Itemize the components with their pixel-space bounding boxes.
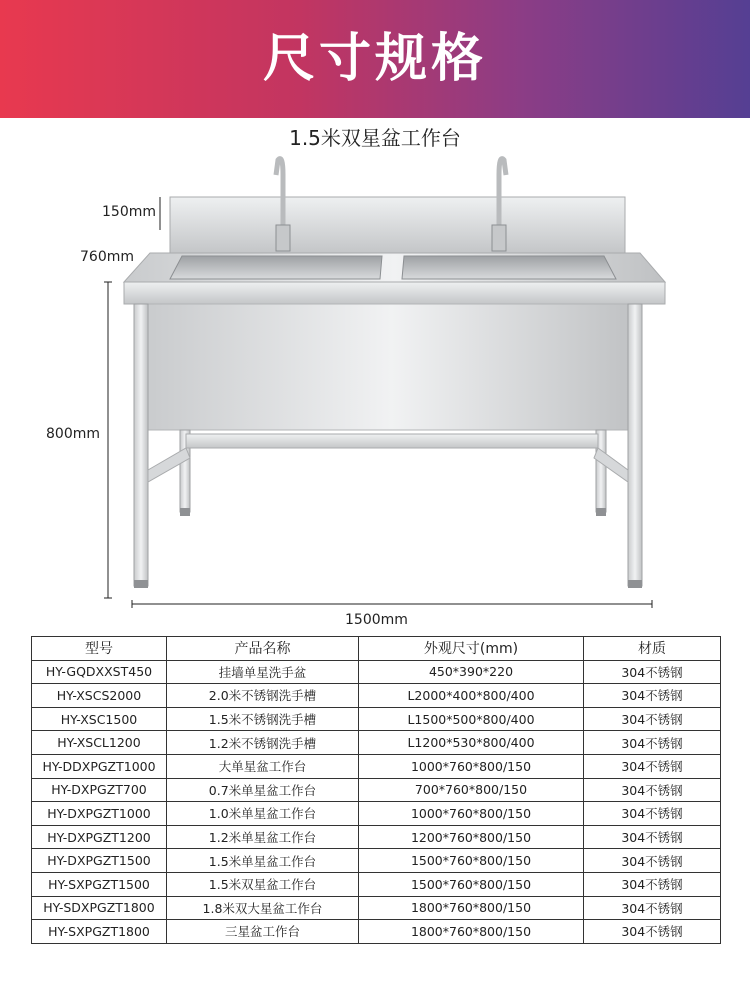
- cell-dimensions: L2000*400*800/400: [359, 684, 584, 708]
- cell-material: 304不锈钢: [584, 778, 721, 802]
- cell-material: 304不锈钢: [584, 920, 721, 944]
- cell-dimensions: 1000*760*800/150: [359, 754, 584, 778]
- header-material: 材质: [584, 637, 721, 661]
- backsplash-height-label: 150mm: [102, 204, 156, 220]
- table-row: [32, 778, 721, 802]
- cell-product-name: 挂墙单星洗手盆: [167, 660, 359, 684]
- table-row: [32, 920, 721, 944]
- foot: [180, 508, 190, 516]
- spec-table: [31, 636, 721, 944]
- cell-model: HY-XSC1500: [32, 707, 167, 731]
- table-row: [32, 731, 721, 755]
- cell-material: 304不锈钢: [584, 684, 721, 708]
- cell-product-name: 0.7米单星盆工作台: [167, 778, 359, 802]
- backsplash: [170, 197, 625, 253]
- cell-dimensions: 1000*760*800/150: [359, 802, 584, 826]
- cell-material: 304不锈钢: [584, 872, 721, 896]
- table-row: [32, 754, 721, 778]
- cell-product-name: 1.8米双大星盆工作台: [167, 896, 359, 920]
- cell-dimensions: 1200*760*800/150: [359, 825, 584, 849]
- cell-material: 304不锈钢: [584, 754, 721, 778]
- front-left-leg: [134, 304, 148, 586]
- cell-dimensions: 450*390*220: [359, 660, 584, 684]
- table-header-row: [32, 637, 721, 661]
- cell-product-name: 1.2米不锈钢洗手槽: [167, 731, 359, 755]
- cell-dimensions: 1500*760*800/150: [359, 849, 584, 873]
- cell-material: 304不锈钢: [584, 849, 721, 873]
- cell-product-name: 三星盆工作台: [167, 920, 359, 944]
- cell-product-name: 大单星盆工作台: [167, 754, 359, 778]
- length-label: 1500mm: [345, 612, 408, 628]
- table-row: [32, 802, 721, 826]
- header-product-name: 产品名称: [167, 637, 359, 661]
- foot: [596, 508, 606, 516]
- cell-material: 304不锈钢: [584, 707, 721, 731]
- header-dimensions: 外观尺寸(mm): [359, 637, 584, 661]
- front-edge: [124, 282, 665, 304]
- right-basin: [402, 256, 616, 279]
- cell-product-name: 1.0米单星盆工作台: [167, 802, 359, 826]
- cell-material: 304不锈钢: [584, 731, 721, 755]
- table-row: [32, 707, 721, 731]
- foot: [134, 580, 148, 588]
- cell-model: HY-DDXPGZT1000: [32, 754, 167, 778]
- cell-dimensions: 1800*760*800/150: [359, 896, 584, 920]
- cell-dimensions: L1500*500*800/400: [359, 707, 584, 731]
- product-title: 1.5米双星盆工作台: [289, 126, 461, 150]
- header-model: 型号: [32, 637, 167, 661]
- cell-model: HY-DXPGZT700: [32, 778, 167, 802]
- cell-dimensions: 700*760*800/150: [359, 778, 584, 802]
- page-title: 尺寸规格: [262, 29, 487, 89]
- cell-model: HY-SDXPGZT1800: [32, 896, 167, 920]
- body-panel: [146, 304, 638, 430]
- height-label: 800mm: [46, 426, 100, 442]
- table-row: [32, 684, 721, 708]
- cell-product-name: 2.0米不锈钢洗手槽: [167, 684, 359, 708]
- cell-model: HY-DXPGZT1200: [32, 825, 167, 849]
- cell-dimensions: 1800*760*800/150: [359, 920, 584, 944]
- cell-model: HY-DXPGZT1000: [32, 802, 167, 826]
- cell-dimensions: 1500*760*800/150: [359, 872, 584, 896]
- left-basin: [170, 256, 382, 279]
- cell-model: HY-XSCL1200: [32, 731, 167, 755]
- front-right-leg: [628, 304, 642, 586]
- cell-model: HY-GQDXXST450: [32, 660, 167, 684]
- table-row: [32, 872, 721, 896]
- table-row: [32, 849, 721, 873]
- depth-label: 760mm: [80, 249, 134, 265]
- cell-dimensions: L1200*530*800/400: [359, 731, 584, 755]
- cell-product-name: 1.5米双星盆工作台: [167, 872, 359, 896]
- table-row: [32, 896, 721, 920]
- table-row: [32, 660, 721, 684]
- cell-model: HY-SXPGZT1800: [32, 920, 167, 944]
- cell-material: 304不锈钢: [584, 660, 721, 684]
- cell-model: HY-SXPGZT1500: [32, 872, 167, 896]
- table-row: [32, 825, 721, 849]
- cell-material: 304不锈钢: [584, 825, 721, 849]
- cell-model: HY-DXPGZT1500: [32, 849, 167, 873]
- cell-product-name: 1.5米不锈钢洗手槽: [167, 707, 359, 731]
- cell-product-name: 1.2米单星盆工作台: [167, 825, 359, 849]
- cell-model: HY-XSCS2000: [32, 684, 167, 708]
- cell-product-name: 1.5米单星盆工作台: [167, 849, 359, 873]
- cell-material: 304不锈钢: [584, 896, 721, 920]
- rear-rail: [186, 434, 598, 448]
- cell-material: 304不锈钢: [584, 802, 721, 826]
- foot: [628, 580, 642, 588]
